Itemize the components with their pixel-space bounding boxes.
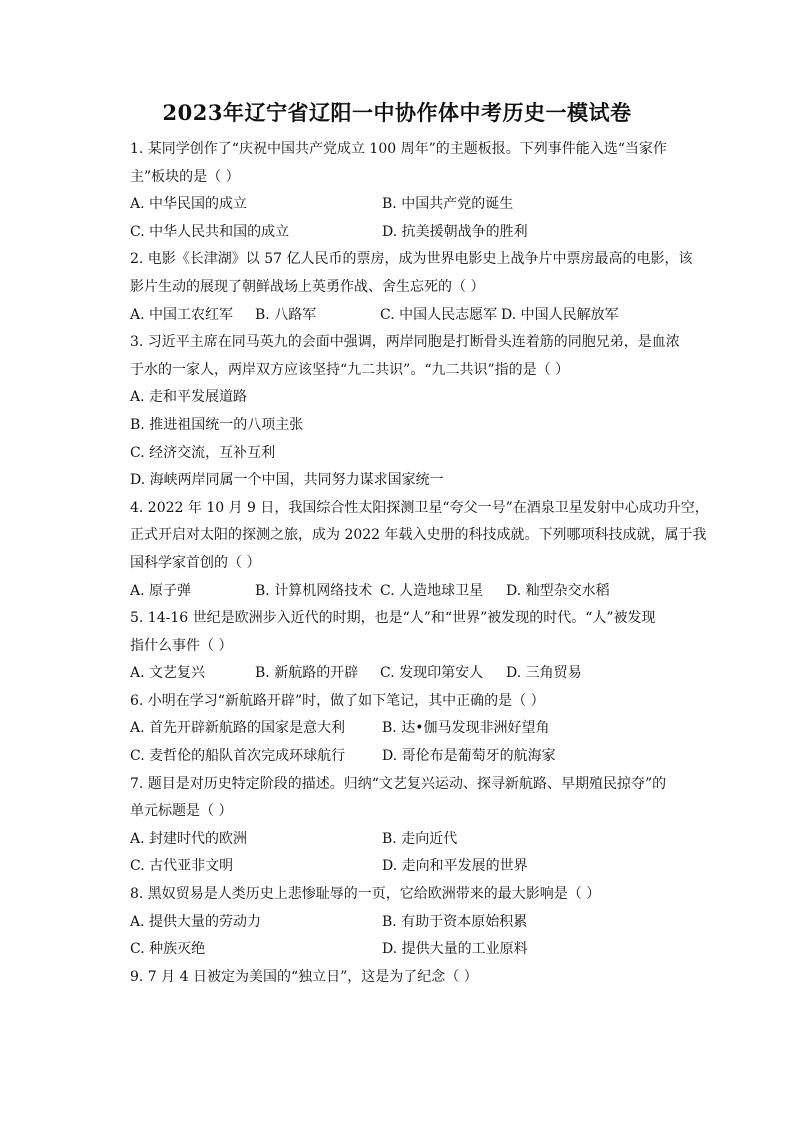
- question-2-option-d: D. 中国人民解放军: [501, 306, 619, 323]
- question-5-option-d: D. 三角贸易: [506, 665, 582, 682]
- page-title: 2023年辽宁省辽阳一中协作体中考历史一模试卷: [162, 100, 632, 125]
- question-4-option-d: D. 籼型杂交水稻: [506, 582, 610, 599]
- question-4-stem-line-2: 正式开启对太阳的探测之旅，成为 2022 年载入史册的科技成就。下列哪项科技成就，属于我: [130, 527, 707, 544]
- question-6-option-b: B. 达•伽马发现非洲好望角: [382, 720, 550, 737]
- question-3: [130, 329, 690, 495]
- question-5: [130, 605, 690, 688]
- question-6: [130, 688, 690, 771]
- question-1-options-row-2: [130, 219, 690, 247]
- question-4-stem-line-3: 国科学家首创的（ ）: [130, 554, 261, 571]
- question-1-option-c: C. 中华人民共和国的成立: [130, 223, 290, 240]
- question-3-option-b: B. 推进祖国统一的八项主张: [130, 416, 304, 433]
- question-4-option-c: C. 人造地球卫星: [380, 582, 484, 599]
- question-2-options-row: [130, 302, 690, 330]
- question-1-options-row-1: [130, 191, 690, 219]
- question-4-option-b: B. 计算机网络技术: [255, 582, 373, 599]
- question-4-stem-line-1: 4. 2022 年 10 月 9 日，我国综合性太阳探测卫星“夸父一号”在酒泉卫星发射中心成功升空，: [130, 499, 709, 516]
- question-9: [130, 964, 690, 992]
- question-7-option-d: D. 走向和平发展的世界: [382, 858, 528, 875]
- question-1: [130, 136, 690, 246]
- question-7-options-row-2: [130, 853, 690, 881]
- question-4: [130, 495, 709, 605]
- question-8-option-b: B. 有助于资本原始积累: [382, 913, 528, 930]
- question-5-stem-line-2: 指什么事件（ ）: [130, 637, 233, 654]
- question-6-stem-line-1: 6. 小明在学习“新航路开辟”时，做了如下笔记，其中正确的是（ ）: [130, 692, 545, 709]
- question-7-stem-line-1: 7. 题目是对历史特定阶段的描述。归纳“文艺复兴运动、探寻新航路、早期殖民掠夺”的: [130, 775, 667, 792]
- question-6-options-row-1: [130, 715, 690, 743]
- question-8-option-c: C. 种族灭绝: [130, 941, 206, 958]
- question-3-option-a: A. 走和平发展道路: [130, 389, 248, 406]
- question-2-option-a: A. 中国工农红军: [130, 306, 234, 323]
- question-7-option-c: C. 古代亚非文明: [130, 858, 234, 875]
- question-7-stem-line-2: 单元标题是（ ）: [130, 803, 233, 820]
- question-2: [130, 246, 693, 329]
- question-3-stem-line-1: 3. 习近平主席在同马英九的会面中强调，两岸同胞是打断骨头连着筋的同胞兄弟，是血浓: [130, 334, 680, 351]
- question-8: [130, 881, 690, 964]
- question-5-options-row: [130, 660, 690, 688]
- question-4-option-a: A. 原子弹: [130, 582, 192, 599]
- question-2-stem-line-2: 影片生动的展现了朝鲜战场上英勇作战、舍生忘死的（ ）: [130, 278, 485, 295]
- question-8-option-a: A. 提供大量的劳动力: [130, 913, 262, 930]
- question-6-options-row-2: [130, 743, 690, 771]
- question-6-option-c: C. 麦哲伦的船队首次完成环球航行: [130, 748, 346, 765]
- question-3-stem-line-2: 于水的一家人，两岸双方应该坚持“九二共识”。“九二共识”指的是（ ）: [130, 361, 570, 378]
- question-1-option-b: B. 中国共产党的诞生: [382, 196, 514, 213]
- question-7-options-row-1: [130, 826, 690, 854]
- question-2-option-b: B. 八路军: [255, 306, 317, 323]
- question-5-option-c: C. 发现印第安人: [380, 665, 484, 682]
- question-3-option-c: C. 经济交流，互补互利: [130, 444, 276, 461]
- question-8-options-row-2: [130, 936, 690, 964]
- question-5-option-a: A. 文艺复兴: [130, 665, 206, 682]
- question-8-stem-line-1: 8. 黑奴贸易是人类历史上悲惨耻辱的一页，它给欧洲带来的最大影响是（ ）: [130, 886, 601, 903]
- question-6-option-a: A. 首先开辟新航路的国家是意大利: [130, 720, 346, 737]
- question-1-stem-line-2: 主”板块的是（ ）: [130, 168, 240, 185]
- question-7-option-b: B. 走向近代: [382, 830, 458, 847]
- question-9-stem-line-1: 9. 7 月 4 日被定为美国的“独立日”，这是为了纪念（ ）: [130, 968, 478, 985]
- question-2-stem-line-1: 2. 电影《长津湖》以 57 亿人民币的票房，成为世界电影史上战争片中票房最高的电影，该: [130, 251, 693, 268]
- question-1-option-d: D. 抗美援朝战争的胜利: [382, 223, 528, 240]
- question-5-option-b: B. 新航路的开辟: [255, 665, 359, 682]
- question-7-option-a: A. 封建时代的欧洲: [130, 830, 248, 847]
- question-5-stem-line-1: 5. 14-16 世纪是欧洲步入近代的时期，也是“人”和“世界”被发现的时代。“人”被发现: [130, 610, 656, 627]
- question-4-options-row: [130, 578, 690, 606]
- question-8-option-d: D. 提供大量的工业原料: [382, 941, 528, 958]
- exam-body: [130, 136, 709, 991]
- question-3-option-d: D. 海峡两岸同属一个中国，共同努力谋求国家统一: [130, 472, 444, 489]
- question-6-option-d: D. 哥伦布是葡萄牙的航海家: [382, 748, 556, 765]
- question-2-option-c: C. 中国人民志愿军: [380, 306, 498, 323]
- question-1-stem-line-1: 1. 某同学创作了“庆祝中国共产党成立 100 周年”的主题板报。下列事件能入选“当家作: [130, 141, 667, 157]
- question-8-options-row-1: [130, 909, 690, 937]
- question-7: [130, 771, 690, 881]
- question-1-option-a: A. 中华民国的成立: [130, 196, 248, 213]
